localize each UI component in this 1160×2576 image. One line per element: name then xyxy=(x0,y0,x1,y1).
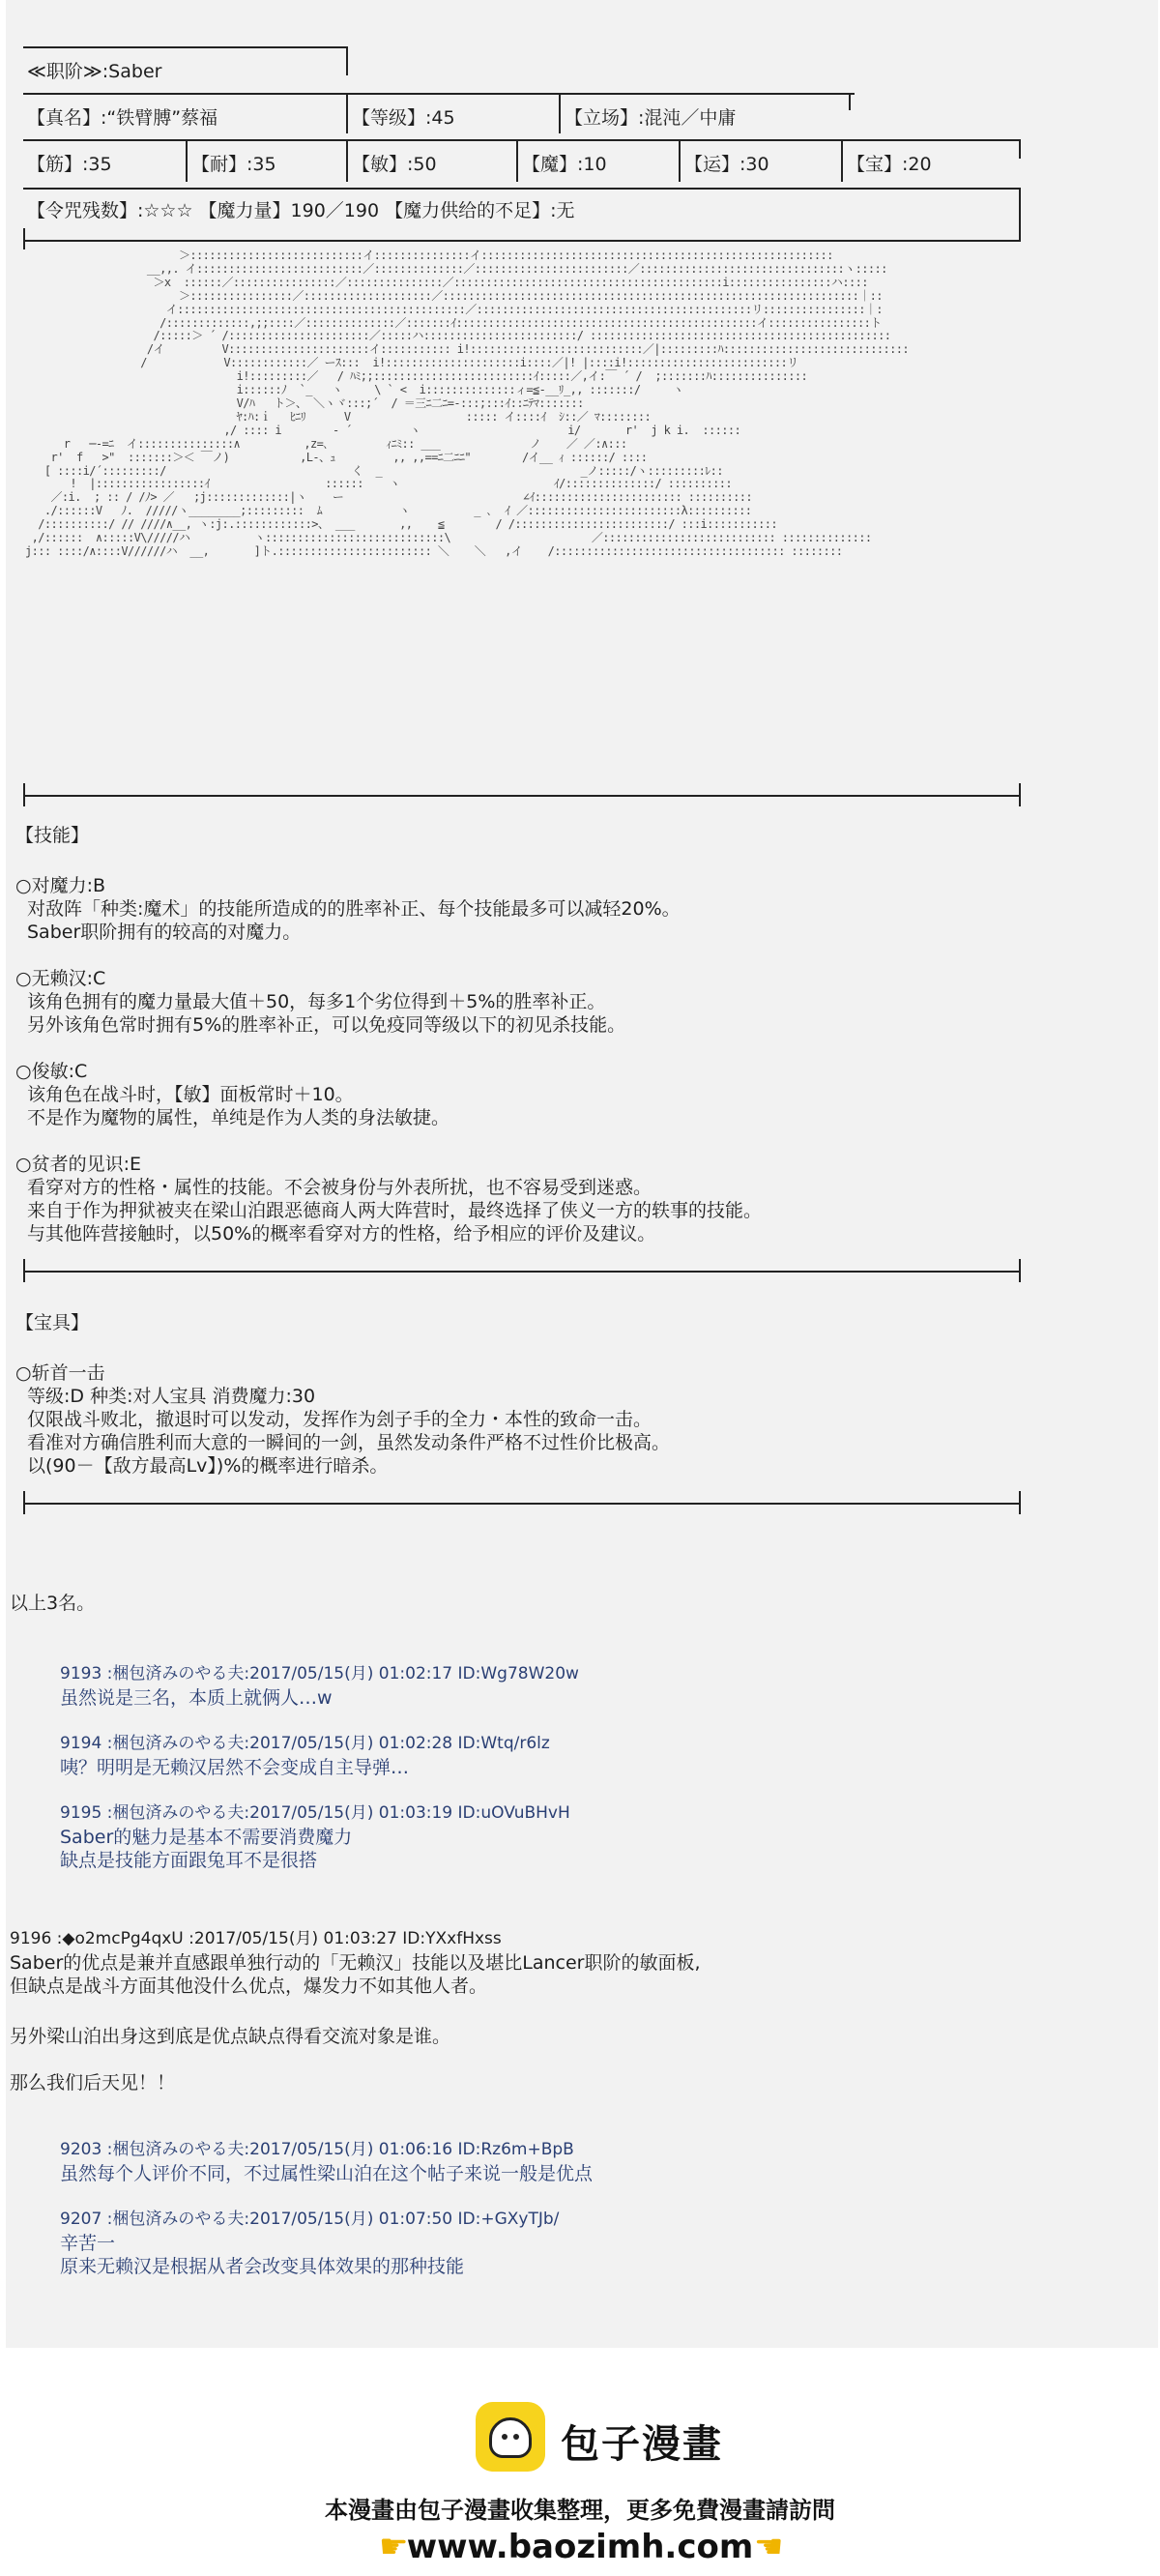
rule xyxy=(346,93,348,133)
post-body: 原来无赖汉是根据从者会改变具体效果的那种技能 xyxy=(60,2256,465,2277)
skill-title: ○俊敏:C xyxy=(15,1061,88,1082)
rule xyxy=(23,188,1021,190)
skill-line: 该角色在战斗时，【敏】面板常时＋10。 xyxy=(27,1084,354,1105)
author-post-line: Saber的优点是兼并直感跟单独行动的「无赖汉」技能以及堪比Lancer职阶的敏面板, xyxy=(10,1952,701,1974)
post-header: 9195 :梱包済みのやる夫:2017/05/15(月) 01:03:19 ID:uOVuBHvH xyxy=(60,1803,570,1823)
rule xyxy=(23,240,1021,242)
pointing-hand-icon: ☛ xyxy=(379,2528,409,2566)
rule xyxy=(559,93,561,133)
ascii-art-illustration: ＞:::::::::::::::::::::::::::イ:::::::::::::::イ::::::::::::::::::::::::::::::::::::::::::::::::::::::: __,,. イ::::::::::::::::::::::::::／::::::::::::::／::::::::::::::::::::::::／::::::::::::::::::::::::::::::::ヽ::::: ＞x ::::::／::::::::::::::::／:::::::::::::::／::::::::::::::::::::::::::::::::::::::::::i::::::::::::::::ハ:::: ＞::::::::::::::::／::::::::::::::::::::／:::::::::::::::::::::::::::::::::::::::::::::::::::::::::::::::::｜:: イ:::::::::::::::::::::::::::::::::::::::::::::／:::::::::::::::::::::::::::::::::::::::::::リ::::::::::::::::｜: /:::::::::::::,;;::::／::::::::::::::／:::::::ｲ:::::::::::::::::::::::::::::::::::::::::::::::イ::::::::::::::::ト /:::::＞ ´ /::::::::::::::::::::::／:::::ハ::::::::::::::::::::::::/ ::::::::::::::::::::::::::::::::::::::::::::::: /イ V::::::::::::::::::::::イ::::::::::: i!:::::::::::::::::::::::::::／|:::::::::ﾊ::::::::::::::::::::::::::::: / V::::::::::::／ ーｽ::: i!:::::::::::::::::::::i::::／|! |::::i!:::::::::::::::::::::::::リ i!:::::::::／ / ﾊﾐ;;:::::::::::::::::::::::::ｲ:::::／,イ:￣ ´ / ;:::::::ﾊ::::::::::::::: i::::::ﾉ `_ ヽ \ ` < i::::::::::::::ィ=≦‐__ﾘ_,, :::::::/ ヽ V/ﾊ ト＞、 ＼ヽヾ:::;´ / ＝三ﾆ二ﾆ=‐:::;:::ｲ::ﾆﾃﾏ::::::: ﾔ:ﾊ:ｉ ﾋﾆﾘ V ::::: イ::::ｲ ｼ::／ ﾏ:::::::: ,/ :::: i ‐ ´ ヽ i/ r' j k i. :::::: r ─-=ﾆ イ:::::::::::::::∧ ,z=､ ｨﾆﾐ:: ___ ノ ／ ／:∧::: r' f >" :::::::＞＜ ￣ノ) ,L-、ｭ ,, ,,==ﾆ二ﾆﾆ" /イ__ ｨ ::::::/ :::: [ ::::i/´:::::::::/ く _ _ノ:::::/ヽ:::::::::ﾚ:: ! |:::::::::::::::::ｲ :::::: ヽ ｲ/::::::::::::::/ :::::::::: ／:i. ; :: / /ﾉ> ／ ;j:::::::::::::|ヽ ー ∠ｲ::::::::::::::::::::::: :::::::::: ./::::::V ﾉ. /////ヽ________;::::::::: ﾑ ヽ _ ､ ｲ ／::::::::::::::::::::::::λ:::::::::: /::::::::::/ // ////∧__, ヽ:j:.::::::::::::>、 ___ ,, ≦ / /::::::::::::::::::::::::/ :::i::::::::::: ,/:::::: ∧:::::V\/////ハ ヽ::::::::::::::::::::::::::::\ ／::::::::::::::::::::::::::: :::::::::::::: j::: ::::/∧::::V//////ハ __, ]ト.:::::::::::::::::::::::: ＼ ＼ ,イ /:::::::::::::::::::::::::::::::::::: :::::::: xyxy=(25,249,910,558)
np-line: 仅限战斗败北，撤退时可以发动，发挥作为刽子手的全力・本性的致命一击。 xyxy=(27,1409,652,1430)
author-post-line: 那么我们后天见！！ xyxy=(10,2072,176,2093)
stat-luk: 【运】:30 xyxy=(684,154,769,175)
rule xyxy=(679,139,681,182)
stat-np: 【宝】:20 xyxy=(847,154,932,175)
skill-line: 该角色拥有的魔力量最大值＋50，每多1个劣位得到＋5%的胜率补正。 xyxy=(27,991,606,1012)
np-line: 看准对方确信胜利而大意的一瞬间的一剑，虽然发动条件严格不过性价比极高。 xyxy=(27,1432,671,1453)
post-body: Saber的魅力是基本不需要消费魔力 xyxy=(60,1827,353,1848)
post-header: 9193 :梱包済みのやる夫:2017/05/15(月) 01:02:17 ID:Wg78W20w xyxy=(60,1664,579,1683)
rule xyxy=(1019,1259,1021,1282)
pointing-hand-icon: ☚ xyxy=(754,2528,784,2566)
post-header: 9203 :梱包済みのやる夫:2017/05/15(月) 01:06:16 ID:Rz6m+BpB xyxy=(60,2140,574,2159)
rule xyxy=(1019,783,1021,806)
skill-line: 来自于作为押狱被夹在梁山泊跟恶德商人两大阵营时，最终选择了侠义一方的轶事的技能。 xyxy=(27,1200,763,1221)
rule xyxy=(1019,139,1021,159)
level: 【等级】:45 xyxy=(352,107,455,129)
np-line: 等级:D 种类:对人宝具 消费魔力:30 xyxy=(27,1386,316,1407)
stat-end: 【耐】:35 xyxy=(191,154,276,175)
rule xyxy=(23,795,1021,797)
np-line: 以(90－【敌方最高Lv】)%的概率进行暗杀。 xyxy=(27,1455,389,1477)
post-body: 虽然每个人评价不同，不过属性梁山泊在这个帖子来说一般是优点 xyxy=(60,2163,594,2184)
post-body: 虽然说是三名，本质上就俩人…w xyxy=(60,1687,333,1709)
rule xyxy=(849,93,851,110)
alignment: 【立场】:混沌／中庸 xyxy=(565,107,737,129)
resources-line: 【令咒残数】:☆☆☆ 【魔力量】190／190 【魔力供给的不足】:无 xyxy=(27,200,575,221)
np-title: ○斩首一击 xyxy=(15,1362,105,1384)
rule xyxy=(186,139,188,182)
skill-line: 与其他阵营接触时，以50%的概率看穿对方的性格，给予相应的评价及建议。 xyxy=(27,1223,656,1244)
skill-title: ○对魔力:B xyxy=(15,875,106,896)
site-link[interactable]: www.baozimh.com xyxy=(406,2528,754,2566)
skill-line: 对敌阵「种类:魔术」的技能所造成的的胜率补正、每个技能最多可以减轻20%。 xyxy=(27,898,681,920)
skills-header: 【技能】 xyxy=(15,825,90,846)
post-body: 辛苦一 xyxy=(60,2233,116,2254)
rule xyxy=(23,46,348,48)
post-header: 9207 :梱包済みのやる夫:2017/05/15(月) 01:07:50 ID:+GXyTJb/ xyxy=(60,2210,560,2229)
rule xyxy=(1019,188,1021,242)
skill-line: Saber职阶拥有的较高的对魔力。 xyxy=(27,922,302,943)
rule xyxy=(23,93,855,95)
rule xyxy=(841,139,843,182)
stat-str: 【筋】:35 xyxy=(27,154,112,175)
rule xyxy=(23,228,25,249)
author-post-line: 但缺点是战斗方面其他没什么优点，爆发力不如其他人者。 xyxy=(10,1976,488,1997)
baozi-logo-icon xyxy=(476,2402,545,2472)
post-header: 9194 :梱包済みのやる夫:2017/05/15(月) 01:02:28 ID:Wtq/r6lz xyxy=(60,1734,550,1753)
manga-page xyxy=(6,0,1158,2348)
footer-note: 本漫畫由包子漫畫收集整理，更多免費漫畫請訪問 xyxy=(325,2497,835,2524)
closing-line: 以上3名。 xyxy=(10,1593,96,1614)
rule xyxy=(516,139,518,182)
stat-mag: 【魔】:10 xyxy=(522,154,607,175)
skill-title: ○无赖汉:C xyxy=(15,968,106,989)
rule xyxy=(23,1491,25,1514)
rule xyxy=(23,1503,1021,1505)
rule xyxy=(346,139,348,182)
rule xyxy=(23,783,25,806)
stat-agi: 【敏】:50 xyxy=(352,154,437,175)
true-name: 【真名】:“铁臂膊”蔡福 xyxy=(27,107,218,129)
post-body: 缺点是技能方面跟兔耳不是很搭 xyxy=(60,1850,318,1871)
np-header: 【宝具】 xyxy=(15,1312,90,1333)
rule xyxy=(346,46,348,75)
author-post-line: 另外梁山泊出身这到底是优点缺点得看交流对象是谁。 xyxy=(10,2026,451,2047)
skill-line: 不是作为魔物的属性，单纯是作为人类的身法敏捷。 xyxy=(27,1107,450,1128)
rule xyxy=(23,1271,1021,1273)
class-line: ≪职阶≫:Saber xyxy=(27,61,162,82)
rule xyxy=(23,1259,25,1282)
post-body: 咦？明明是无赖汉居然不会变成自主导弹… xyxy=(60,1757,410,1778)
skill-line: 看穿对方的性格・属性的技能。不会被身份与外表所扰，也不容易受到迷惑。 xyxy=(27,1177,652,1198)
brand-name: 包子漫畫 xyxy=(561,2422,723,2467)
rule xyxy=(1019,1491,1021,1514)
skill-line: 另外该角色常时拥有5%的胜率补正，可以免疫同等级以下的初见杀技能。 xyxy=(27,1014,626,1036)
skill-title: ○贫者的见识:E xyxy=(15,1154,141,1175)
rule xyxy=(23,139,1021,141)
author-post-header: 9196 :◆o2mcPg4qxU :2017/05/15(月) 01:03:27 ID:YXxfHxss xyxy=(10,1929,502,1948)
